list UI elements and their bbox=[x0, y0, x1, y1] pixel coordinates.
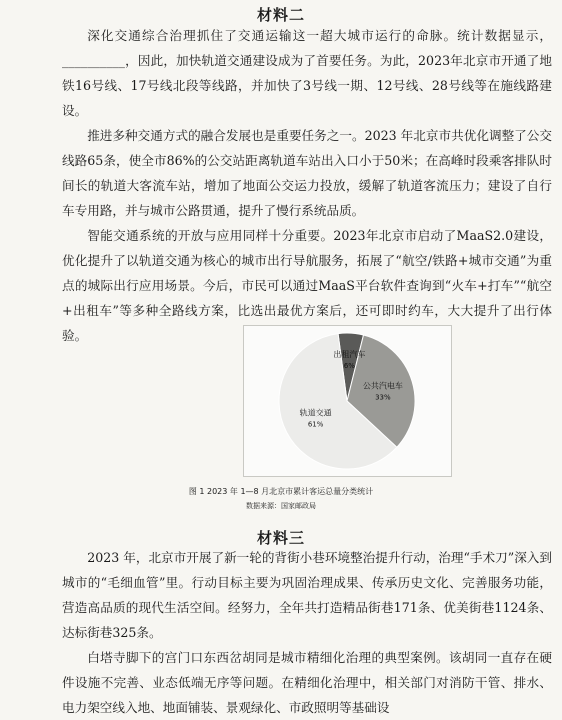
pie-label-1: 公共汽电车 bbox=[362, 381, 403, 391]
material2-paragraph-3: 智能交通系统的开放与应用同样十分重要。2023年北京市启动了MaaS2.0建设，优化提升了以轨道交通为核心的城市出行导航服务，拓展了“航空/铁路+城市交通”为重点的城际出行应用场景。今后，市民可以通过MaaS平台软件查询到“火车+打车”“航空+出租车”等多种全路线方案，比选出最优方案后，还可即时约车，大大提升了出行体验。 bbox=[62, 228, 552, 343]
chart-source: 数据来源：国家邮政局 bbox=[246, 502, 316, 510]
pie-label-0: 轨道交通 bbox=[299, 408, 332, 418]
pie-value-label-1: 33% bbox=[375, 393, 391, 402]
chart-caption: 图 1 2023 年 1—8 月北京市累计客运总量分类统计 bbox=[188, 487, 374, 496]
pie-chart bbox=[244, 326, 451, 476]
pie-label-2: 出租汽车 bbox=[333, 349, 366, 359]
pie-value-label-2: 6% bbox=[343, 361, 355, 370]
material2-title: 材料二 bbox=[256, 6, 305, 24]
pie-chart-figure bbox=[243, 325, 452, 477]
material3-paragraph-2: 白塔寺脚下的宫门口东西岔胡同是城市精细化治理的典型案例。该胡同一直存在硬件设施不完善、业态低端无序等问题。在精细化治理中，相关部门对消防干管、排水、电力架空线入地、地面铺装、景观绿化、市政照明等基础设 bbox=[62, 650, 552, 715]
material2-paragraph-1: 深化交通综合治理抓住了交通运输这一超大城市运行的命脉。统计数据显示，__________，因此，加快轨道交通建设成为了首要任务。为此，2023年北京市开通了地铁16号线、17号线北段等线路，并加快了3号线一期、12号线、28号线等在施线路建设。 bbox=[62, 28, 552, 118]
material3-body bbox=[62, 545, 552, 720]
material3-paragraph-1: 2023 年，北京市开展了新一轮的背街小巷环境整治提升行动，治理“手术刀”深入到城市的“毛细血管”里。行动目标主要为巩固治理成果、传承历史文化、完善服务功能，营造高品质的现代生活空间。经努力，全年共打造精品街巷171条、优美街巷1124条、达标街巷325条。 bbox=[62, 550, 552, 640]
material2-paragraph-2: 推进多种交通方式的融合发展也是重要任务之一。2023 年北京市共优化调整了公交线路65条，使全市86%的公交站距离轨道车站出入口小于50米；在高峰时段乘客排队时间长的轨道大客流车站，增加了地面公交运力投放，缓解了轨道客流压力；建设了自行车专用路，并与城市公路贯通，提升了慢行系统品质。 bbox=[62, 128, 552, 218]
material2-body bbox=[62, 23, 552, 348]
pie-value-label-0: 61% bbox=[307, 420, 324, 429]
material3-title: 材料三 bbox=[256, 529, 305, 547]
